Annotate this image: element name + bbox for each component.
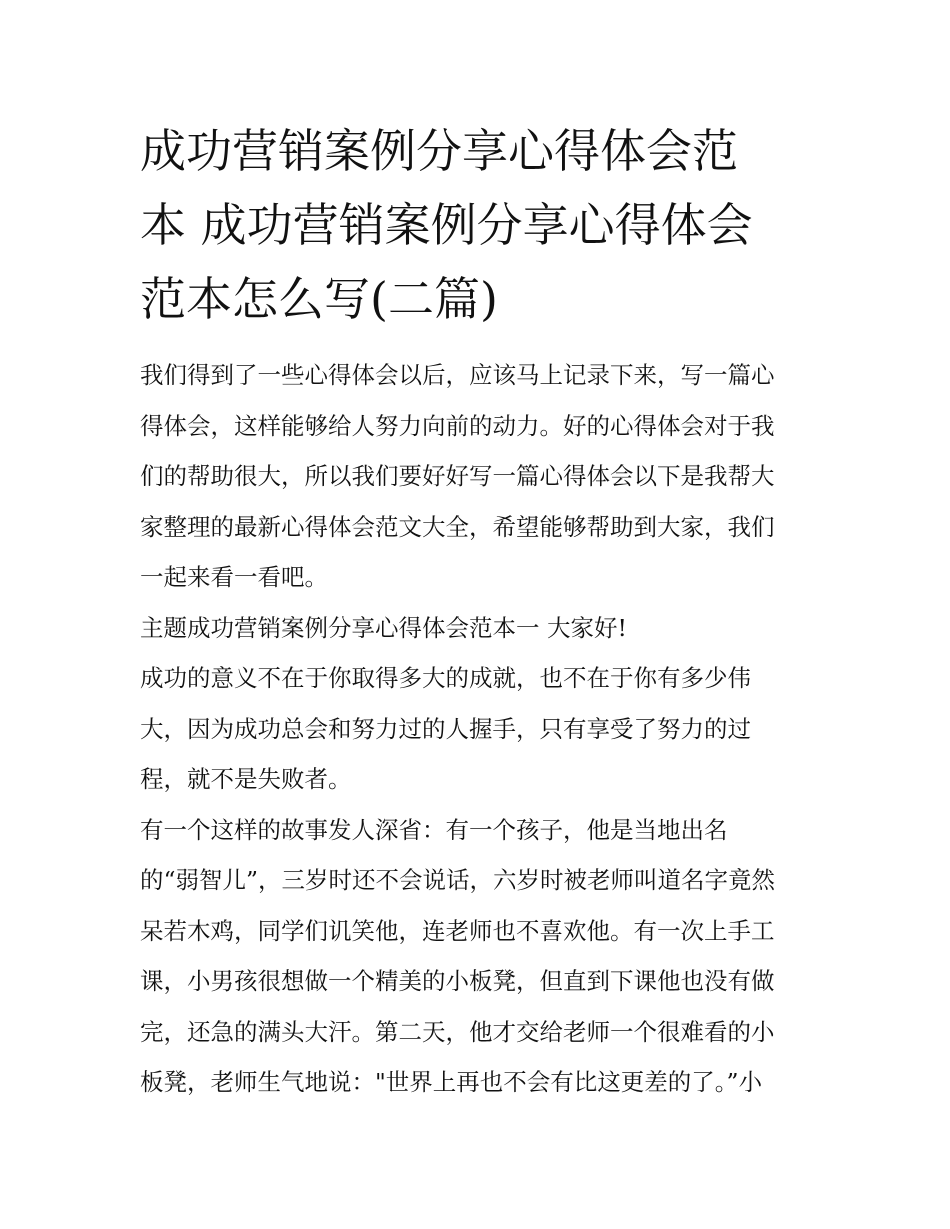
text-line: 大，因为成功总会和努力过的人握手，只有享受了努力的过 [140,714,751,743]
text-line: 板凳，老师生气地说："世界上再也不会有比这更差的了。”小 [140,1068,763,1096]
paragraph-success-meaning [140,653,815,805]
title-line-1: 成功营销案例分享心得体会范 [140,124,738,178]
title-line-3: 范本怎么写(二篇) [140,272,498,326]
text-line: 们的帮助很大，所以我们要好好写一篇心得体会以下是我帮大 [140,462,775,490]
document-page [140,114,815,1108]
document-title [140,114,815,336]
text-line: 成功的意义不在于你取得多大的成就，也不在于你有多少伟 [140,664,751,692]
text-line: 有一个这样的故事发人深省：有一个孩子，他是当地出名 [140,815,728,844]
text-line: 家整理的最新心得体会范文大全，希望能够帮助到大家，我们 [140,512,775,541]
text-line: 完，还急的满头大汗。第二天，他才交给老师一个很难看的小 [140,1017,775,1046]
text-line: 课，小男孩很想做一个精美的小板凳，但直到下课他也没有做 [140,967,775,995]
text-line: 得体会，这样能够给人努力向前的动力。好的心得体会对于我 [140,411,775,440]
text-line: 主题成功营销案例分享心得体会范本一 大家好! [140,613,627,642]
text-line: 的“弱智儿”，三岁时还不会说话，六岁时被老师叫道名字竟然 [140,866,776,894]
text-line: 呆若木鸡，同学们讥笑他，连老师也不喜欢他。有一次上手工 [140,916,775,945]
paragraph-story [140,805,815,1108]
paragraph-subheading [140,603,815,654]
text-line: 程，就不是失败者。 [140,765,352,793]
paragraph-intro [140,350,815,603]
title-line-2: 本 成功营销案例分享心得体会 [140,198,753,252]
text-line: 一起来看一看吧。 [140,563,328,591]
text-line: 我们得到了一些心得体会以后，应该马上记录下来，写一篇心 [140,361,775,389]
document-body [140,350,815,1108]
